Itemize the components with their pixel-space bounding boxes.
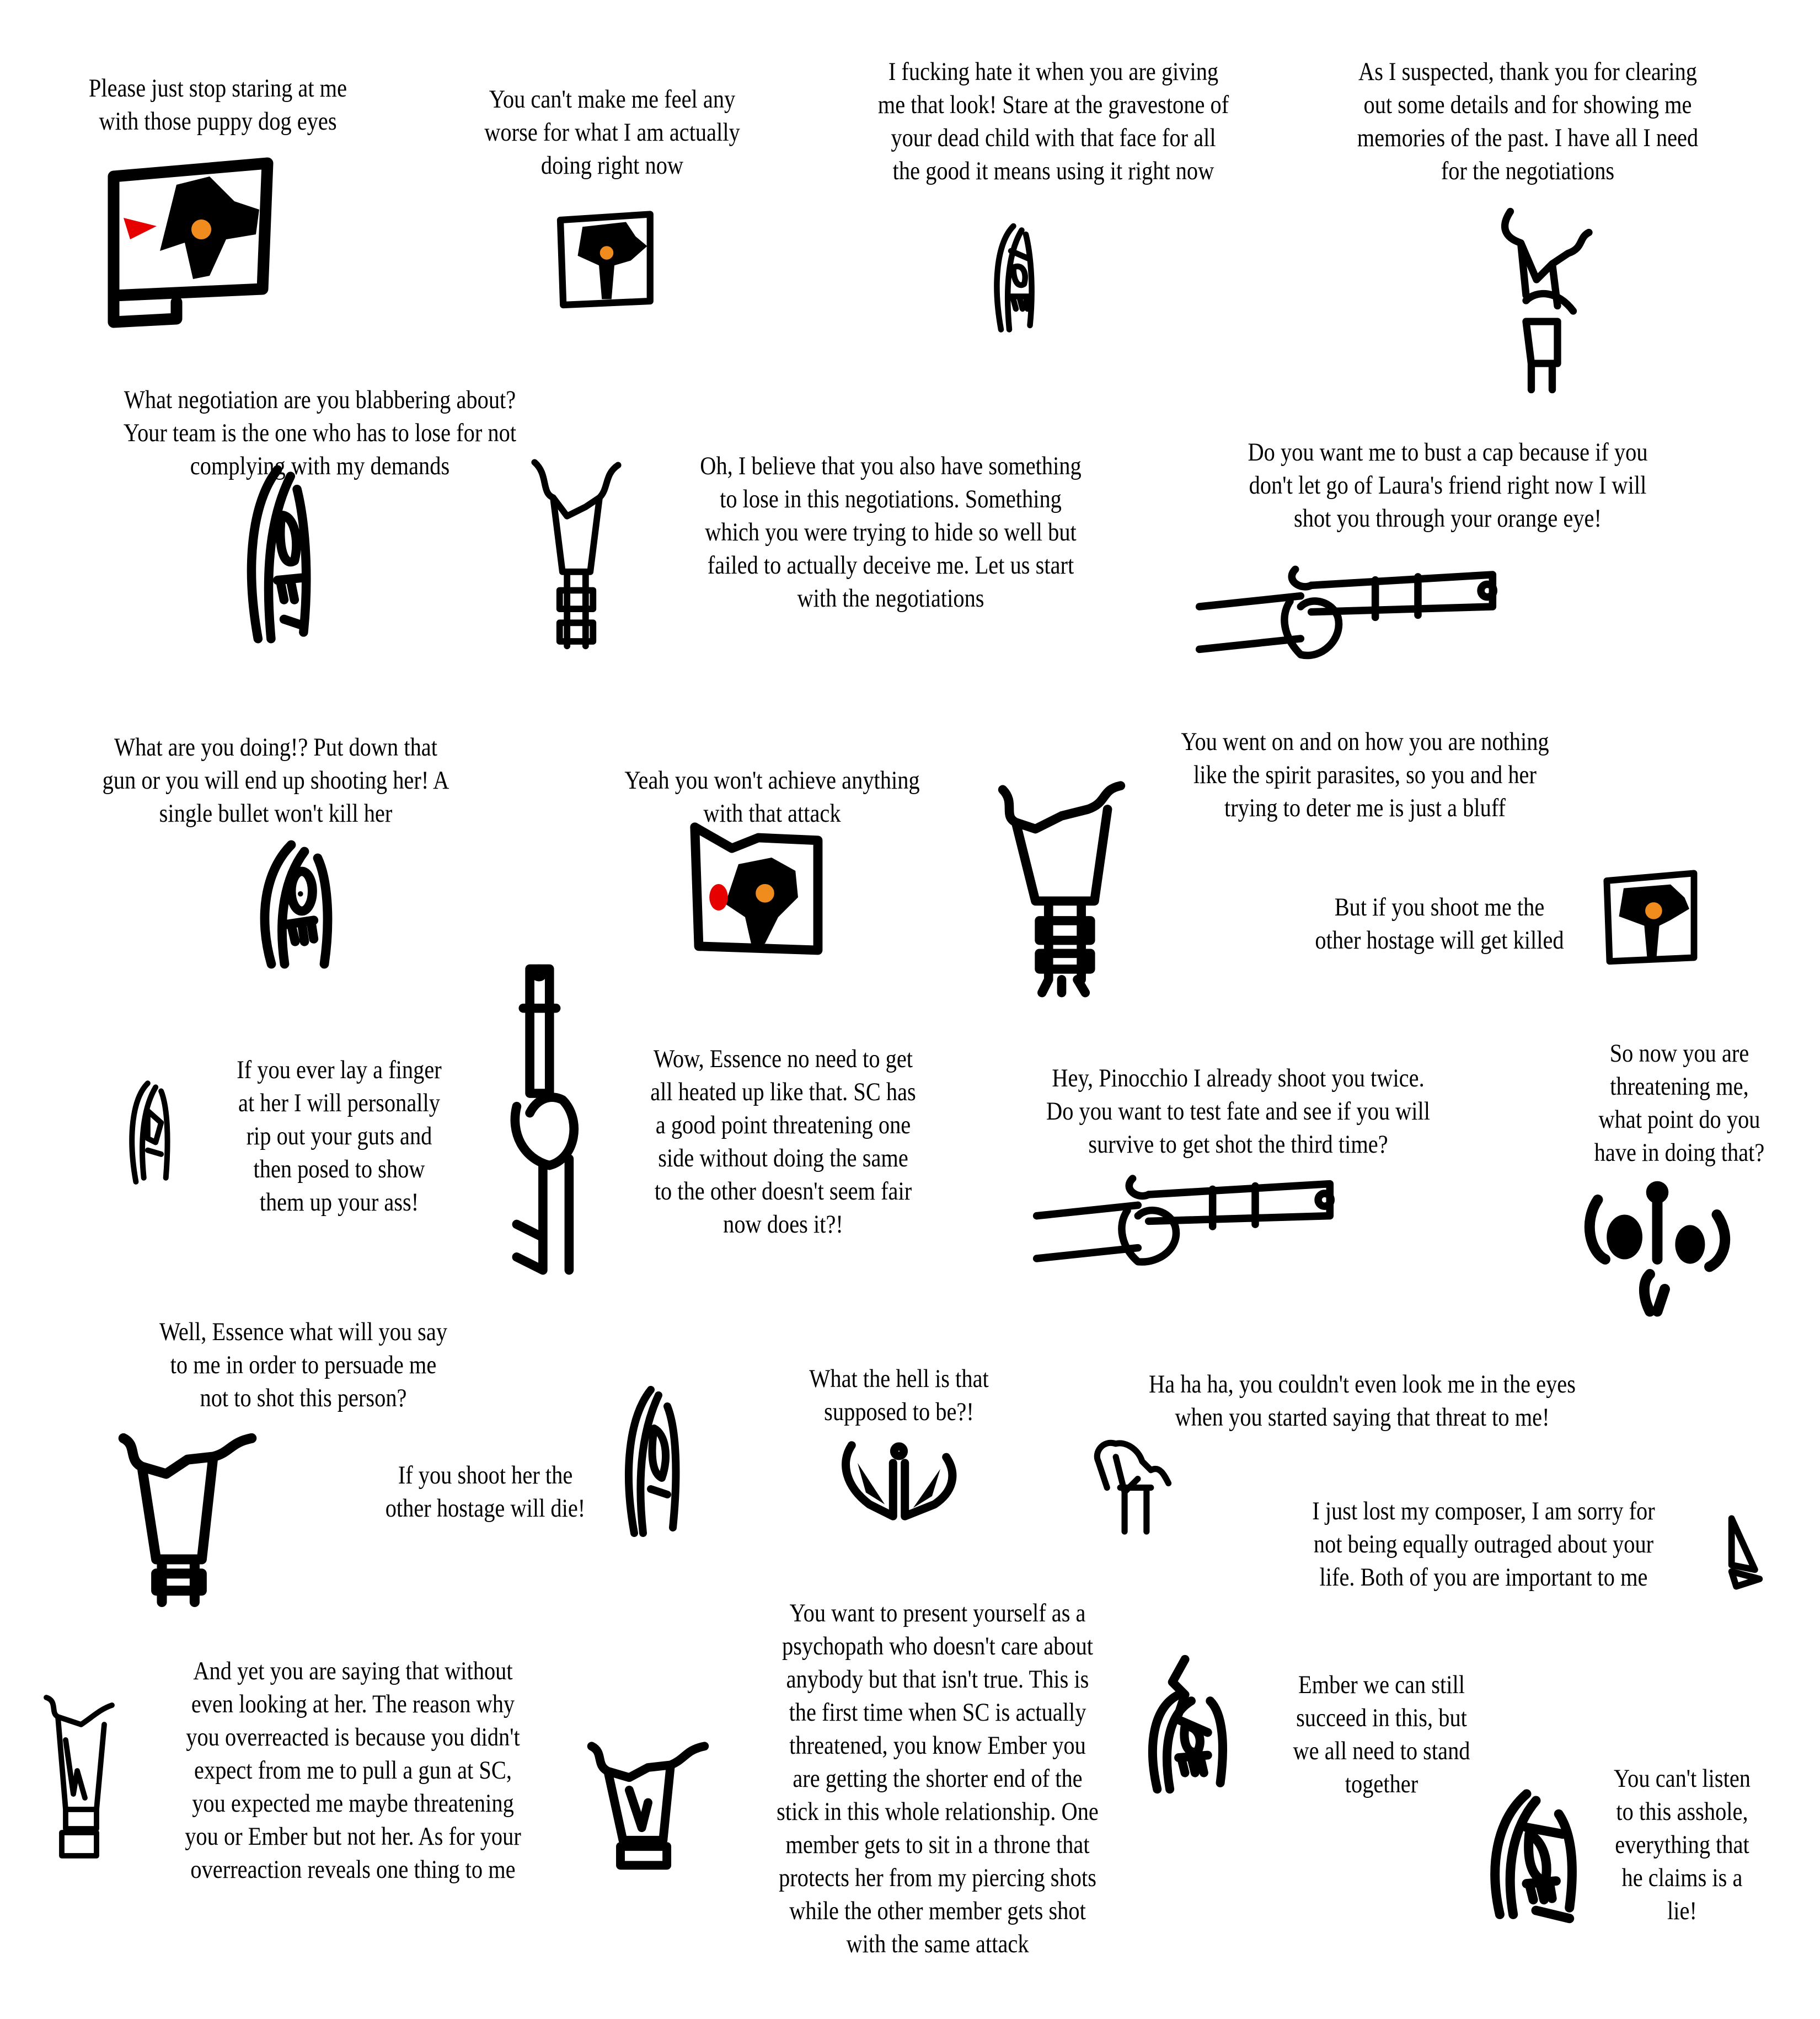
caption-7 — [1223, 436, 1673, 535]
caption-line: doing right now — [540, 151, 684, 180]
caption-line: threatening me, — [1610, 1072, 1749, 1101]
hair-face-icon — [1147, 1654, 1235, 1798]
horned-torso-icon — [39, 1693, 116, 1864]
caption-line: What are you doing!? Put down that — [114, 733, 437, 762]
caption-line: other hostage will get killed — [1315, 926, 1564, 955]
caption-18 — [780, 1362, 1018, 1428]
screen-face-icon — [684, 824, 833, 957]
caption-6 — [684, 449, 1097, 615]
caption-line: with the negotiations — [797, 584, 984, 613]
caption-line: stick in this whole relationship. One — [777, 1797, 1099, 1826]
caption-line: have in doing that? — [1594, 1138, 1765, 1167]
caption-line: me that look! Stare at the gravestone of — [877, 90, 1229, 119]
hair-face-icon — [254, 838, 342, 971]
caption-line: As I suspected, thank you for clearing — [1358, 57, 1697, 86]
caption-line: You can't listen — [1614, 1764, 1751, 1793]
caption-line: If you ever lay a finger — [237, 1056, 442, 1084]
caption-24 — [1597, 1762, 1768, 1927]
caption-line: Well, Essence what will you say — [159, 1318, 448, 1346]
caption-line: psychopath who doesn't care about — [781, 1632, 1094, 1661]
caption-line: Yeah you won't achieve anything — [624, 766, 920, 795]
caption-21 — [168, 1654, 538, 1886]
hair-face-icon — [993, 215, 1042, 336]
caption-line: with those puppy dog eyes — [99, 107, 337, 136]
caption-line: trying to deter me is just a bluff — [1224, 794, 1506, 822]
caption-line: you overreacted is because you didn't — [186, 1723, 520, 1752]
caption-line: And yet you are saying that without — [193, 1657, 513, 1685]
caption-line: not being equally outraged about your — [1313, 1530, 1654, 1559]
caption-23 — [1275, 1668, 1489, 1801]
caption-line: like the spirit parasites, so you and her — [1193, 761, 1537, 789]
caption-line: are getting the shorter end of the — [793, 1764, 1083, 1793]
caption-line: don't let go of Laura's friend right now I will — [1249, 471, 1647, 500]
caption-15 — [1568, 1037, 1791, 1169]
caption-line: survive to get shot the third time? — [1088, 1130, 1388, 1159]
caption-line: together — [1345, 1770, 1418, 1798]
horned-head-icon — [1495, 201, 1599, 400]
side-face-icon — [1726, 1514, 1765, 1588]
caption-line: Ha ha ha, you couldn't even look me in the eyes — [1149, 1370, 1576, 1399]
caption-14 — [1018, 1062, 1459, 1161]
hand-gun-icon — [1194, 551, 1514, 662]
caption-4 — [1324, 55, 1732, 188]
caption-line: lie! — [1667, 1897, 1697, 1925]
caption-line: you expected me maybe threatening — [192, 1789, 514, 1818]
screen-face-icon — [1605, 863, 1699, 973]
caption-line: he claims is a — [1621, 1863, 1743, 1892]
caption-line: while the other member gets shot — [789, 1897, 1086, 1925]
caption-line: you or Ember but not her. As for your — [185, 1822, 521, 1851]
caption-line: I just lost my composer, I am sorry for — [1312, 1497, 1655, 1525]
caption-line: succeed in this, but — [1296, 1704, 1467, 1732]
caption-line: single bullet won't kill her — [159, 799, 393, 828]
caption-line: we all need to stand — [1293, 1737, 1470, 1765]
caption-line: memories of the past. I have all I need — [1357, 124, 1699, 152]
caption-line: overreaction reveals one thing to me — [190, 1855, 516, 1884]
caption-line: Wow, Essence no need to get — [653, 1045, 913, 1073]
caption-line: complying with my demands — [190, 452, 450, 480]
caption-line: out some details and for showing me — [1363, 90, 1692, 119]
caption-line: rip out your guts and — [246, 1122, 432, 1150]
caption-line: the first time when SC is actually — [789, 1698, 1086, 1727]
raised-gun-icon — [510, 962, 615, 1277]
caption-line: to lose in this negotiations. Something — [720, 485, 1062, 513]
caption-line: anybody but that isn't true. This is — [786, 1665, 1089, 1694]
caption-line: But if you shoot me the — [1334, 893, 1545, 922]
caption-2 — [451, 83, 774, 182]
caption-17 — [372, 1459, 599, 1525]
caption-line: side without doing the same — [658, 1144, 908, 1172]
caption-line: So now you are — [1609, 1039, 1749, 1068]
caption-line: for the negotiations — [1441, 157, 1615, 185]
caption-10 — [1164, 725, 1567, 824]
hair-face-icon — [243, 463, 325, 645]
caption-19 — [1130, 1368, 1595, 1434]
caption-line: Your team is the one who has to lose for not — [123, 419, 517, 447]
caption-line: even looking at her. The reason why — [191, 1690, 515, 1718]
caption-8 — [86, 731, 465, 830]
caption-line: to me in order to persuade me — [170, 1351, 437, 1379]
mask-eyes-icon — [1583, 1183, 1732, 1321]
caption-line: shot you through your orange eye! — [1294, 504, 1602, 533]
hair-face-icon — [127, 1075, 176, 1186]
caption-line: when you started saying that threat to me! — [1175, 1403, 1550, 1432]
caption-22 — [748, 1597, 1127, 1961]
hand-gun-icon — [1031, 1153, 1351, 1268]
caption-line: with that attack — [703, 799, 841, 828]
hair-face-icon — [1489, 1770, 1583, 1925]
caption-line: other hostage will die! — [385, 1494, 586, 1523]
horned-torso-icon — [995, 783, 1128, 993]
caption-line: everything that — [1615, 1830, 1749, 1859]
caption-13 — [641, 1042, 925, 1241]
caption-line: gun or you will end up shooting her! A — [102, 766, 449, 795]
caption-line: Oh, I believe that you also have something — [700, 452, 1082, 480]
caption-line: to this asshole, — [1616, 1797, 1748, 1826]
horned-torso-icon — [529, 460, 623, 665]
caption-line: You can't make me feel any — [489, 85, 736, 114]
caption-line: your dead child with that face for all — [891, 124, 1216, 152]
caption-line: not to shot this person? — [200, 1384, 407, 1412]
caption-12 — [228, 1053, 451, 1219]
caption-line: worse for what I am actually — [484, 118, 740, 147]
caption-line: all heated up like that. SC has — [650, 1078, 916, 1106]
caption-line: You went on and on how you are nothing — [1181, 727, 1549, 756]
screen-face-icon — [557, 212, 656, 309]
caption-line: to the other doesn't seem fair — [654, 1177, 912, 1206]
caption-11 — [1288, 891, 1591, 957]
hair-face-icon — [623, 1379, 689, 1544]
caption-16 — [137, 1315, 469, 1415]
caption-line: I fucking hate it when you are giving — [888, 57, 1219, 86]
caption-9 — [606, 764, 938, 830]
caption-line: at her I will personally — [238, 1089, 440, 1117]
caption-line: which you were trying to hide so well but — [705, 518, 1077, 547]
caption-line: Ember we can still — [1298, 1670, 1465, 1699]
caption-line: Please just stop staring at me — [88, 74, 347, 103]
horned-torso-icon — [116, 1431, 259, 1602]
mask-eyes-icon — [838, 1439, 960, 1522]
caption-line: the good it means using it right now — [892, 157, 1214, 185]
caption-line: supposed to be?! — [824, 1397, 974, 1426]
caption-line: What negotiation are you blabbering about? — [124, 385, 516, 414]
caption-line: a good point threatening one — [655, 1111, 911, 1139]
caption-line: threatened, you know Ember you — [789, 1731, 1086, 1760]
caption-line: expect from me to pull a gun at SC, — [194, 1756, 512, 1785]
caption-line: Do you want to test fate and see if you will — [1046, 1097, 1430, 1126]
screen-face-icon — [110, 160, 276, 325]
horned-torso-icon — [585, 1740, 711, 1878]
caption-line: life. Both of you are important to me — [1319, 1563, 1648, 1592]
caption-line: with the same attack — [846, 1930, 1029, 1958]
caption-line: what point do you — [1598, 1105, 1760, 1134]
caption-line: What the hell is that — [809, 1364, 989, 1393]
caption-1 — [59, 72, 377, 138]
caption-line: You want to present yourself as a — [789, 1599, 1086, 1627]
caption-line: protects her from my piercing shots — [779, 1863, 1096, 1892]
caption-line: them up your ass! — [259, 1188, 419, 1217]
caption-line: Do you want me to bust a cap because if you — [1248, 438, 1648, 467]
caption-line: now does it?! — [723, 1210, 843, 1239]
caption-3 — [849, 55, 1257, 188]
caption-line: then posed to show — [253, 1155, 425, 1183]
caption-line: Hey, Pinocchio I already shoot you twice. — [1052, 1064, 1425, 1092]
caption-line: If you shoot her the — [398, 1461, 573, 1490]
horned-head-icon — [1089, 1439, 1177, 1536]
caption-line: failed to actually deceive me. Let us start — [707, 551, 1074, 580]
caption-20 — [1299, 1495, 1669, 1594]
caption-line: member gets to sit in a throne that — [785, 1830, 1090, 1859]
